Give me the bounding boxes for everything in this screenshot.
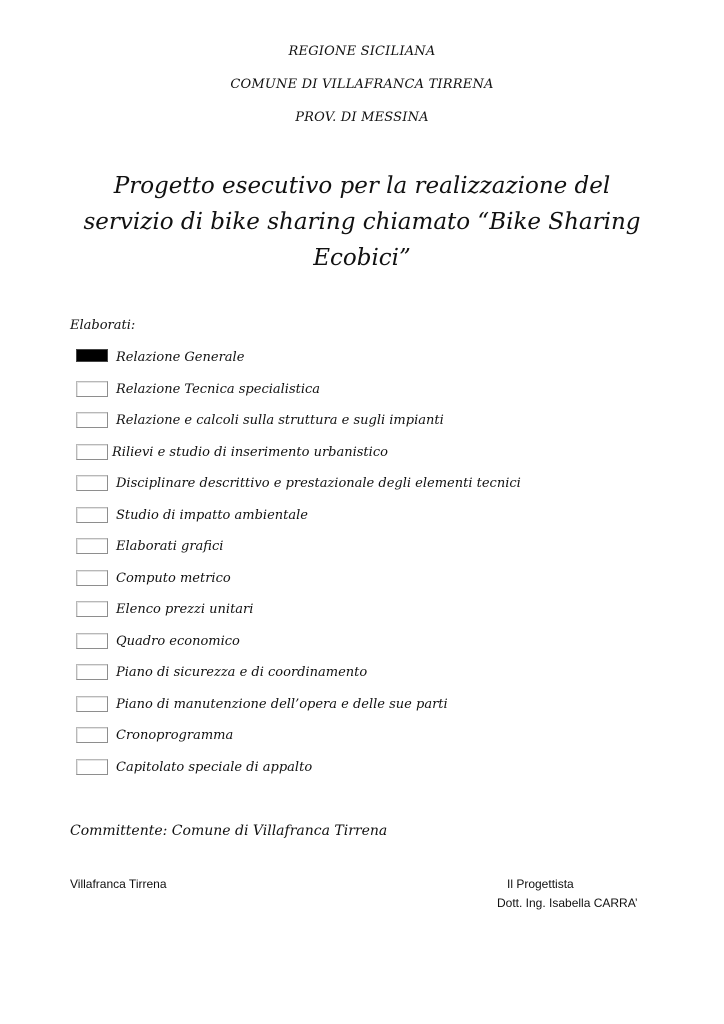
item-label: Piano di manutenzione dell’opera e delle sue parti <box>116 696 448 712</box>
item-label: Studio di impatto ambientale <box>116 507 308 523</box>
checkbox-studio-impatto[interactable] <box>76 507 108 523</box>
item-label: Relazione Generale <box>116 349 245 365</box>
item-label: Disciplinare descrittivo e prestazionale degli elementi tecnici <box>116 475 521 491</box>
checkbox-relazione-generale[interactable] <box>76 349 108 362</box>
checkbox-elaborati-grafici[interactable] <box>76 538 108 554</box>
checkbox-relazione-calcoli[interactable] <box>76 412 108 428</box>
committente: Committente: Comune di Villafranca Tirrena <box>70 823 388 839</box>
item-label: Computo metrico <box>116 570 231 586</box>
checkbox-piano-manutenzione[interactable] <box>76 696 108 712</box>
header-region: REGIONE SICILIANA <box>288 44 436 59</box>
footer-role: Il Progettista <box>507 877 574 891</box>
document-title: Progetto esecutivo per la realizzazione del servizio di bike sharing chiamato “Bike Sharing Ecobici” <box>83 173 641 271</box>
item-label: Relazione Tecnica specialistica <box>116 381 321 397</box>
list-item <box>76 756 312 778</box>
item-label: Rilievi e studio di inserimento urbanistico <box>112 444 388 460</box>
header-comune: COMUNE DI VILLAFRANCA TIRRENA <box>230 77 494 92</box>
checkbox-cronoprogramma[interactable] <box>76 727 108 743</box>
list-item <box>76 504 308 526</box>
list-item <box>76 598 253 620</box>
item-label: Cronoprogramma <box>116 727 234 743</box>
list-item <box>76 472 521 494</box>
checkbox-elenco-prezzi[interactable] <box>76 601 108 617</box>
list-item <box>76 378 320 400</box>
checkbox-computo-metrico[interactable] <box>76 570 108 586</box>
list-item <box>76 661 367 683</box>
checkbox-relazione-tecnica[interactable] <box>76 381 108 397</box>
list-item <box>76 567 231 589</box>
checkbox-quadro-economico[interactable] <box>76 633 108 649</box>
item-label: Elaborati grafici <box>116 538 224 554</box>
footer-signer: Dott. Ing. Isabella CARRA’ <box>497 896 638 910</box>
list-item <box>76 630 240 652</box>
item-label: Relazione e calcoli sulla struttura e sugli impianti <box>116 412 444 428</box>
item-label: Piano di sicurezza e di coordinamento <box>116 664 368 680</box>
list-item <box>76 441 388 463</box>
list-item <box>76 535 223 557</box>
checkbox-piano-sicurezza[interactable] <box>76 664 108 680</box>
list-item <box>76 724 233 746</box>
elaborati-label: Elaborati: <box>70 318 136 333</box>
item-label: Elenco prezzi unitari <box>116 601 254 617</box>
header-province: PROV. DI MESSINA <box>295 110 429 125</box>
item-label: Capitolato speciale di appalto <box>116 759 313 775</box>
list-item <box>76 346 244 368</box>
list-item <box>76 409 444 431</box>
footer-place: Villafranca Tirrena <box>70 877 167 891</box>
checkbox-rilievi[interactable] <box>76 444 108 460</box>
list-item <box>76 693 448 715</box>
checkbox-capitolato[interactable] <box>76 759 108 775</box>
item-label: Quadro economico <box>116 633 240 649</box>
checkbox-disciplinare[interactable] <box>76 475 108 491</box>
